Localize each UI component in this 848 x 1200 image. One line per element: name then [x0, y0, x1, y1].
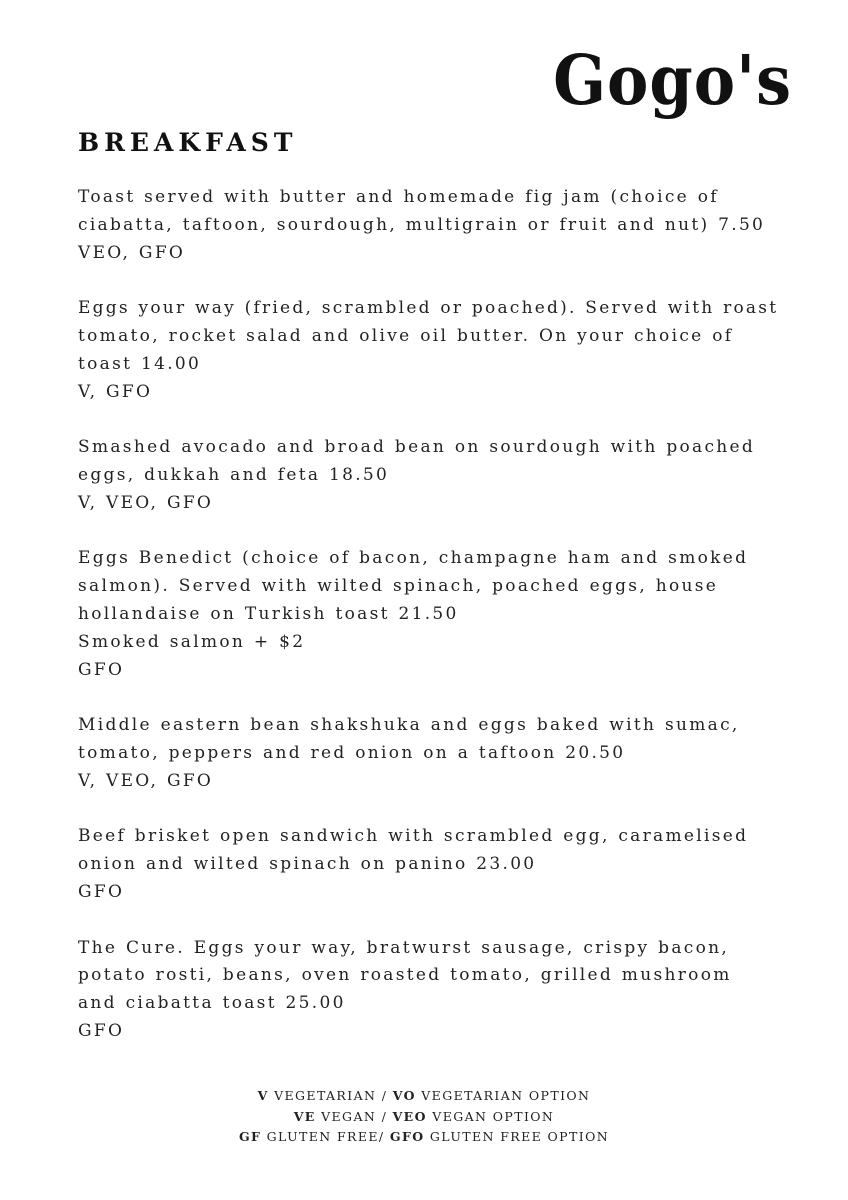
menu-item-line: GFO [78, 881, 125, 902]
menu-item [78, 434, 778, 517]
menu-item-line: V, GFO [78, 381, 153, 402]
legend-text: VEGETARIAN OPTION [415, 1088, 591, 1103]
menu-item-line: hollandaise on Turkish toast 21.50 [78, 603, 459, 624]
legend-text: VEGETARIAN / [268, 1088, 393, 1103]
legend-row [0, 1127, 848, 1148]
menu-item [78, 184, 778, 267]
legend-text: GLUTEN FREE OPTION [424, 1129, 610, 1144]
restaurant-logo: Gogo's [553, 40, 792, 121]
legend-code: VEO [392, 1108, 427, 1124]
menu-item-line: Middle eastern bean shakshuka and eggs baked with sumac, [78, 715, 740, 736]
menu-item-line: GFO [78, 1020, 125, 1041]
menu-item-line: The Cure. Eggs your way, bratwurst sausage, crispy bacon, [78, 937, 730, 958]
menu-item-line: tomato, peppers and red onion on a taftoon 20.50 [78, 742, 626, 763]
menu-item-line: eggs, dukkah and feta 18.50 [78, 464, 390, 485]
menu-item-line: VEO, GFO [78, 242, 186, 263]
menu-item [78, 935, 778, 1046]
menu-item-line: Smashed avocado and broad bean on sourdough with poached [78, 437, 756, 458]
menu-item-line: toast 14.00 [78, 353, 202, 374]
menu-item-line: V, VEO, GFO [78, 492, 214, 513]
legend-text: VEGAN OPTION [426, 1108, 555, 1124]
menu-item-line: salmon). Served with wilted spinach, poached eggs, house [78, 576, 719, 597]
legend-code: VE [293, 1108, 316, 1124]
section-title: BREAKFAST [78, 128, 298, 157]
menu-item-line: Beef brisket open sandwich with scrambled egg, caramelised [78, 826, 749, 847]
legend-code: GF [238, 1129, 262, 1144]
menu-item-line: Eggs your way (fried, scrambled or poached). Served with roast [78, 298, 779, 319]
menu-item-line: Toast served with butter and homemade fig jam (choice of [78, 187, 719, 207]
menu-item-line: Smoked salmon + $2 [78, 631, 306, 652]
menu-item [78, 545, 778, 684]
dietary-legend [0, 1086, 848, 1148]
legend-row [0, 1107, 848, 1128]
legend-code: V [257, 1088, 269, 1103]
legend-text: GLUTEN FREE/ [261, 1129, 390, 1144]
menu-item-line: Eggs Benedict (choice of bacon, champagne ham and smoked [78, 548, 749, 569]
menu-item-line: potato rosti, beans, oven roasted tomato, grilled mushroom [78, 965, 732, 986]
legend-text: VEGAN / [315, 1108, 393, 1124]
legend-row [0, 1086, 848, 1107]
menu-item [78, 823, 778, 906]
menu-items-list [78, 184, 778, 1074]
menu-item-line: V, VEO, GFO [78, 770, 214, 791]
menu-item-line: onion and wilted spinach on panino 23.00 [78, 854, 537, 875]
legend-code: VO [392, 1088, 416, 1103]
legend-code: GFO [389, 1129, 425, 1144]
menu-item-line: tomato, rocket salad and olive oil butter. On your choice of [78, 325, 734, 346]
menu-item-line: and ciabatta toast 25.00 [78, 993, 346, 1014]
menu-item-line: ciabatta, taftoon, sourdough, multigrain or fruit and nut) 7.50 [78, 214, 766, 235]
menu-item [78, 712, 778, 795]
menu-item-line: GFO [78, 659, 125, 680]
menu-item [78, 295, 778, 406]
